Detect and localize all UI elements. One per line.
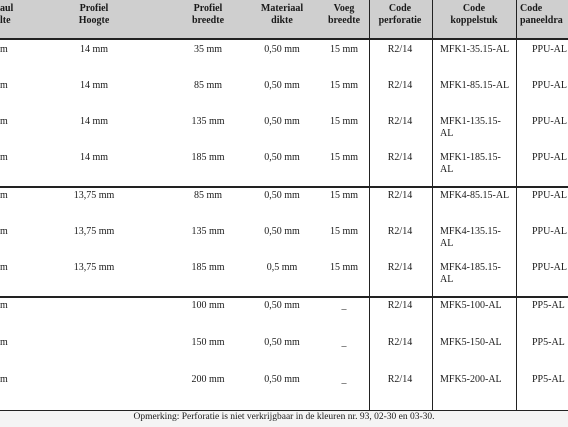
cell-voeg: 15 mm [329, 44, 359, 55]
cell-c0: m [0, 262, 8, 273]
cell-hoogte: 13,75 mm [73, 226, 115, 237]
cell-koppelstuk: MFK4-85.15-AL [440, 190, 510, 201]
cell-paneeldrager: PPU-AL [532, 44, 568, 55]
cell-voeg: 15 mm [329, 226, 359, 237]
footnote-text: Opmerking: Perforatie is niet verkrijgbaar in de kleuren nr. 93, 02-30 en 03-30. [133, 412, 435, 422]
cell-perforatie: R2/14 [387, 300, 413, 311]
header-code-perforatie: Code perforatie [378, 3, 422, 26]
cell-c0: m [0, 300, 8, 311]
cell-paneeldrager: PPU-AL [532, 262, 568, 273]
cell-voeg: 15 mm [329, 152, 359, 163]
cell-koppelstuk: MFK5-150-AL [440, 337, 502, 348]
cell-perforatie: R2/14 [387, 374, 413, 385]
cell-breedte: 35 mm [193, 44, 223, 55]
cell-dikte: 0,50 mm [264, 44, 300, 55]
cell-voeg: _ [341, 300, 347, 311]
cell-paneeldrager: PP5-AL [532, 300, 565, 311]
cell-perforatie: R2/14 [387, 226, 413, 237]
cell-breedte: 185 mm [191, 152, 225, 163]
cell-perforatie: R2/14 [387, 80, 413, 91]
cell-breedte: 200 mm [191, 374, 225, 385]
cell-paneeldrager: PPU-AL [532, 190, 568, 201]
cell-c0: m [0, 190, 8, 201]
cell-c0: m [0, 80, 8, 91]
cell-dikte: 0,50 mm [264, 152, 300, 163]
cell-voeg: 15 mm [329, 190, 359, 201]
cell-perforatie: R2/14 [387, 337, 413, 348]
header-col0: aul lte [0, 3, 14, 26]
header-materiaal-dikte: Materiaal dikte [260, 3, 304, 26]
cell-hoogte: 13,75 mm [73, 190, 115, 201]
cell-paneeldrager: PPU-AL [532, 226, 568, 237]
cell-paneeldrager: PPU-AL [532, 80, 568, 91]
cell-koppelstuk: MFK1-135.15- AL [440, 116, 501, 139]
cell-dikte: 0,5 mm [266, 262, 298, 273]
footnote-bar [0, 410, 568, 427]
cell-perforatie: R2/14 [387, 190, 413, 201]
cell-perforatie: R2/14 [387, 44, 413, 55]
group-divider [0, 186, 568, 188]
cell-paneeldrager: PP5-AL [532, 337, 565, 348]
cell-hoogte: 14 mm [79, 116, 109, 127]
cell-voeg: _ [341, 374, 347, 385]
cell-c0: m [0, 44, 8, 55]
header-code-paneeldrager: Code paneeldra [520, 3, 563, 26]
cell-dikte: 0,50 mm [264, 80, 300, 91]
cell-dikte: 0,50 mm [264, 300, 300, 311]
cell-koppelstuk: MFK5-200-AL [440, 374, 502, 385]
cell-hoogte: 14 mm [79, 44, 109, 55]
cell-c0: m [0, 337, 8, 348]
header-code-koppelstuk: Code koppelstuk [450, 3, 498, 26]
cell-hoogte: 14 mm [79, 152, 109, 163]
cell-c0: m [0, 226, 8, 237]
group-divider [0, 296, 568, 298]
cell-perforatie: R2/14 [387, 262, 413, 273]
cell-koppelstuk: MFK4-185.15- AL [440, 262, 501, 285]
cell-koppelstuk: MFK5-100-AL [440, 300, 502, 311]
cell-voeg: 15 mm [329, 262, 359, 273]
cell-breedte: 150 mm [191, 337, 225, 348]
cell-koppelstuk: MFK4-135.15- AL [440, 226, 501, 249]
cell-paneeldrager: PP5-AL [532, 374, 565, 385]
cell-breedte: 135 mm [191, 226, 225, 237]
header-voeg-breedte: Voeg breedte [327, 3, 361, 26]
cell-paneeldrager: PPU-AL [532, 116, 568, 127]
cell-c0: m [0, 116, 8, 127]
column-divider [369, 0, 370, 411]
cell-hoogte: 13,75 mm [73, 262, 115, 273]
cell-voeg: 15 mm [329, 80, 359, 91]
cell-koppelstuk: MFK1-185.15- AL [440, 152, 501, 175]
cell-breedte: 85 mm [193, 80, 223, 91]
cell-dikte: 0,50 mm [264, 226, 300, 237]
cell-breedte: 135 mm [191, 116, 225, 127]
cell-c0: m [0, 374, 8, 385]
cell-dikte: 0,50 mm [264, 337, 300, 348]
cell-voeg: _ [341, 337, 347, 348]
cell-dikte: 0,50 mm [264, 190, 300, 201]
column-divider [516, 0, 517, 411]
cell-voeg: 15 mm [329, 116, 359, 127]
header-profiel-breedte: Profiel breedte [191, 3, 225, 26]
cell-perforatie: R2/14 [387, 152, 413, 163]
cell-paneeldrager: PPU-AL [532, 152, 568, 163]
cell-koppelstuk: MFK1-85.15-AL [440, 80, 510, 91]
cell-dikte: 0,50 mm [264, 116, 300, 127]
column-divider [432, 0, 433, 411]
cell-c0: m [0, 152, 8, 163]
cell-breedte: 85 mm [193, 190, 223, 201]
cell-dikte: 0,50 mm [264, 374, 300, 385]
cell-perforatie: R2/14 [387, 116, 413, 127]
header-profiel-hoogte: Profiel Hoogte [78, 3, 110, 26]
cell-breedte: 185 mm [191, 262, 225, 273]
cell-koppelstuk: MFK1-35.15-AL [440, 44, 510, 55]
cell-breedte: 100 mm [191, 300, 225, 311]
cell-hoogte: 14 mm [79, 80, 109, 91]
